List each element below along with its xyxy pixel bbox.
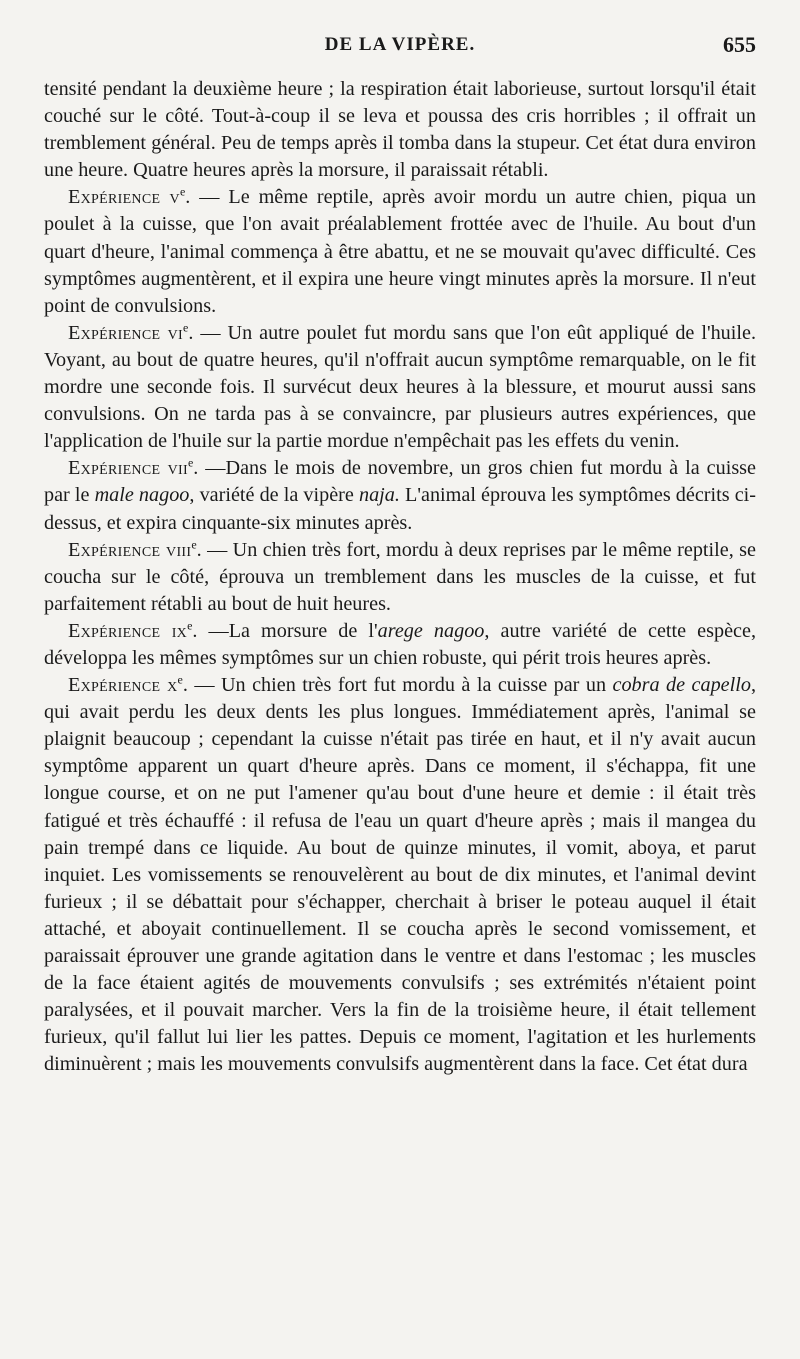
- paragraph-text: , variété de la vipère: [189, 484, 359, 507]
- ordinal-superscript: e: [182, 320, 189, 335]
- paragraph-text: — Le même reptile, après avoir mordu un autre chien, piqua un poulet à la cuisse, que l'on avait préalablement frottée avec de l'huile. Au bout d'un quart d'heure, l'animal commença à être abattu, et ne se mouvait qu'avec difficulté. Ces symptômes augmentèrent, et il expira une heure vingt minutes après la morsure. Il n'eut point de convulsions.: [44, 186, 756, 317]
- italic-term: naja.: [358, 484, 400, 507]
- ordinal-superscript: e: [187, 455, 194, 470]
- page-number: 655: [723, 32, 756, 57]
- paragraph-text: — Un autre poulet fut mordu sans que l'on eût appliqué de l'huile. Voyant, au bout de quatre heures, qu'il n'offrait aucun symptôme remarquable, on le fit mordre une seconde fois. Il survécut deux heures à la blessure, et mourut aussi sans convulsions. On ne tarda pas à se convaincre, par plusieurs autres expériences, que l'application de l'huile sur la partie mordue n'empêchait pas les effets du venin.: [44, 321, 756, 453]
- page-header: [44, 34, 756, 64]
- paragraph-text: , qui avait perdu les deux dents les plus longues. Immédiatement après, l'animal se plaignit beaucoup ; cependant la cuisse n'était pas tirée en haut, et il n'y avait aucun symptôme apparent un quart d'heure après. Dans ce moment, il s'échappa, fit une longue course, et on ne put l'amener qu'au bout d'une heure et demie : il était très fatigué et très échauffé : il refusa de l'eau un quart d'heure après ; mais il mangea du pain trempé dans ce liquide. Au bout de quinze minutes, il vomit, aboya, et parut inquiet. Les vomissements se renouvelèrent au bout de dix minutes, et l'animal devint furieux ; il se débattait pour s'échapper, cherchait à briser le poteau auquel il était attaché, et aboyait continuellement. Il se coucha après le second vomissement, et paraissait éprouver une grande agitation dans le ventre et dans l'estomac ; les muscles de la face étaient agités de mouvements convulsifs ; ses extrémités n'étaient point paralysées, et il pouvait marcher. Vers la fin de la troisième heure, il était tellement furieux, qu'il fallut lui lier les pattes. Depuis ce moment, l'agitation et les hurlements diminuèrent ; mais les mouvements convulsifs augmentèrent dans la face. Cet état dura: [44, 674, 756, 1076]
- label-period: .: [188, 321, 194, 344]
- experience-label: Expérience v: [68, 186, 180, 209]
- italic-term: male nagoo: [94, 484, 190, 507]
- ordinal-superscript: e: [187, 618, 193, 633]
- experience-label: Expérience x: [68, 674, 178, 697]
- label-period: .: [185, 186, 191, 209]
- experience-label: Expérience vii: [68, 457, 188, 480]
- paragraph-text: —Dans le mois de novembre, un gros chien fut mordu à la cuisse par le: [44, 457, 757, 507]
- paragraph-experience-7: [44, 455, 756, 536]
- label-period: .: [196, 538, 202, 561]
- label-period: .: [193, 457, 199, 480]
- paragraph-text: — Un chien très fort, mordu à deux reprises par le même reptile, se coucha sur le côté, éprouva un tremblement dans les muscles de la cuisse, et fut parfaitement rétabli au bout de huit heures.: [44, 538, 756, 615]
- paragraph-experience-5: [44, 184, 756, 319]
- paragraph-text: , autre variété de cette espèce, développa les mêmes symptômes sur un chien robuste, qui périt trois heures après.: [44, 619, 756, 669]
- italic-term: arege nagoo: [377, 619, 485, 642]
- paragraph-experience-9: [44, 618, 756, 672]
- label-period: .: [192, 619, 198, 642]
- paragraph-experience-10: [44, 672, 756, 1078]
- paragraph-text: tensité pendant la deuxième heure ; la respiration était laborieuse, surtout lorsqu'il était couché sur le côté. Tout-à-coup il se leva et poussa des cris horribles ; il offrait un tremblement général. Peu de temps après il tomba dans la stupeur. Cet état dura environ une heure. Quatre heures après la morsure, il paraissait rétabli.: [44, 78, 756, 182]
- paragraph-experience-8: [44, 537, 756, 618]
- body-text: [44, 76, 756, 1078]
- paragraph-text: —La morsure de l': [197, 619, 378, 642]
- experience-label: Expérience viii: [68, 538, 192, 561]
- italic-term: cobra de capello: [612, 674, 751, 697]
- running-title: DE LA VIPÈRE.: [324, 34, 476, 55]
- experience-label: Expérience ix: [68, 619, 188, 642]
- ordinal-superscript: e: [191, 536, 197, 551]
- paragraph-continuation: [44, 76, 756, 184]
- label-period: .: [182, 674, 188, 697]
- paragraph-text: — Un chien très fort fut mordu à la cuisse par un: [187, 674, 613, 697]
- paragraph-experience-6: [44, 320, 756, 455]
- ordinal-superscript: e: [177, 672, 183, 687]
- experience-label: Expérience vi: [68, 321, 183, 344]
- ordinal-superscript: e: [179, 184, 186, 199]
- paragraph-text: L'animal éprouva les symptômes décrits ci-dessus, et expira cinquante-six minutes après.: [44, 484, 756, 534]
